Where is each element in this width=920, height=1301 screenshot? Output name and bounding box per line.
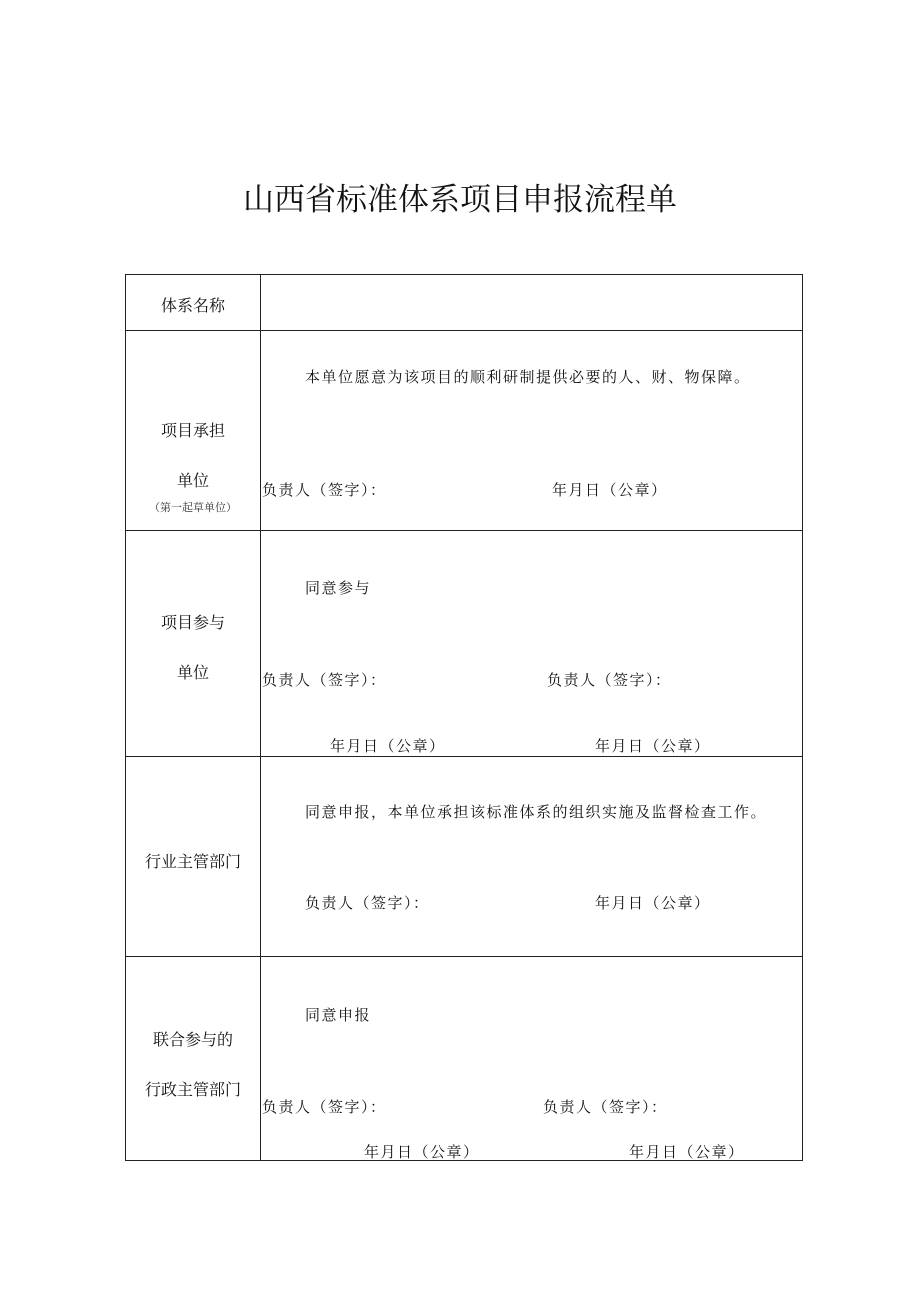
label-cell (126, 331, 261, 531)
application-form-table (125, 274, 803, 1161)
system-name-label: 体系名称 (160, 296, 225, 315)
system-name-value[interactable] (266, 293, 786, 313)
joint-admin-date-seal-right: 年月日（公章） (629, 1143, 745, 1161)
participating-signer-right: 负责人（签字）： (547, 671, 672, 689)
industry-authority-label: 行业主管部门 (144, 852, 241, 871)
participating-signer-left: 负责人（签字）： (262, 671, 387, 689)
label-cell (126, 957, 261, 1161)
label-cell (126, 275, 261, 330)
participating-date-seal-left: 年月日（公章） (330, 737, 446, 755)
row-undertaking-unit (126, 330, 802, 531)
participating-label-line2: 单位 (176, 663, 209, 682)
label-cell (126, 757, 261, 957)
joint-admin-label-line2: 行政主管部门 (144, 1080, 241, 1099)
page-title: 山西省标准体系项目申报流程单 (243, 182, 677, 218)
joint-admin-label-line1: 联合参与的 (152, 1030, 233, 1049)
undertaking-label-note: （第一起草单位） (149, 501, 237, 514)
row-system-name (126, 275, 802, 330)
industry-authority-date-seal: 年月日（公章） (595, 894, 711, 912)
undertaking-signer: 负责人（签字）： (262, 481, 387, 499)
joint-admin-signer-right: 负责人（签字）： (543, 1098, 668, 1116)
participating-statement: 同意参与 (305, 579, 372, 597)
industry-authority-statement: 同意申报，本单位承担该标准体系的组织实施及监督检查工作。 (305, 803, 768, 821)
participating-date-seal-right: 年月日（公章） (595, 737, 711, 755)
joint-admin-statement: 同意申报 (305, 1006, 372, 1024)
row-industry-authority (126, 756, 802, 957)
participating-label-line1: 项目参与 (160, 613, 225, 632)
joint-admin-date-seal-left: 年月日（公章） (364, 1143, 480, 1161)
undertaking-date-seal: 年月日（公章） (552, 481, 668, 499)
industry-authority-signer: 负责人（签字）： (305, 894, 430, 912)
undertaking-statement: 本单位愿意为该项目的顺利研制提供必要的人、财、物保障。 (305, 368, 751, 386)
undertaking-label-line2: 单位 (176, 471, 209, 490)
joint-admin-signer-left: 负责人（签字）： (262, 1098, 387, 1116)
undertaking-label-line1: 项目承担 (160, 421, 225, 440)
row-participating-unit (126, 530, 802, 757)
label-cell (126, 531, 261, 757)
row-joint-admin (126, 956, 802, 1161)
